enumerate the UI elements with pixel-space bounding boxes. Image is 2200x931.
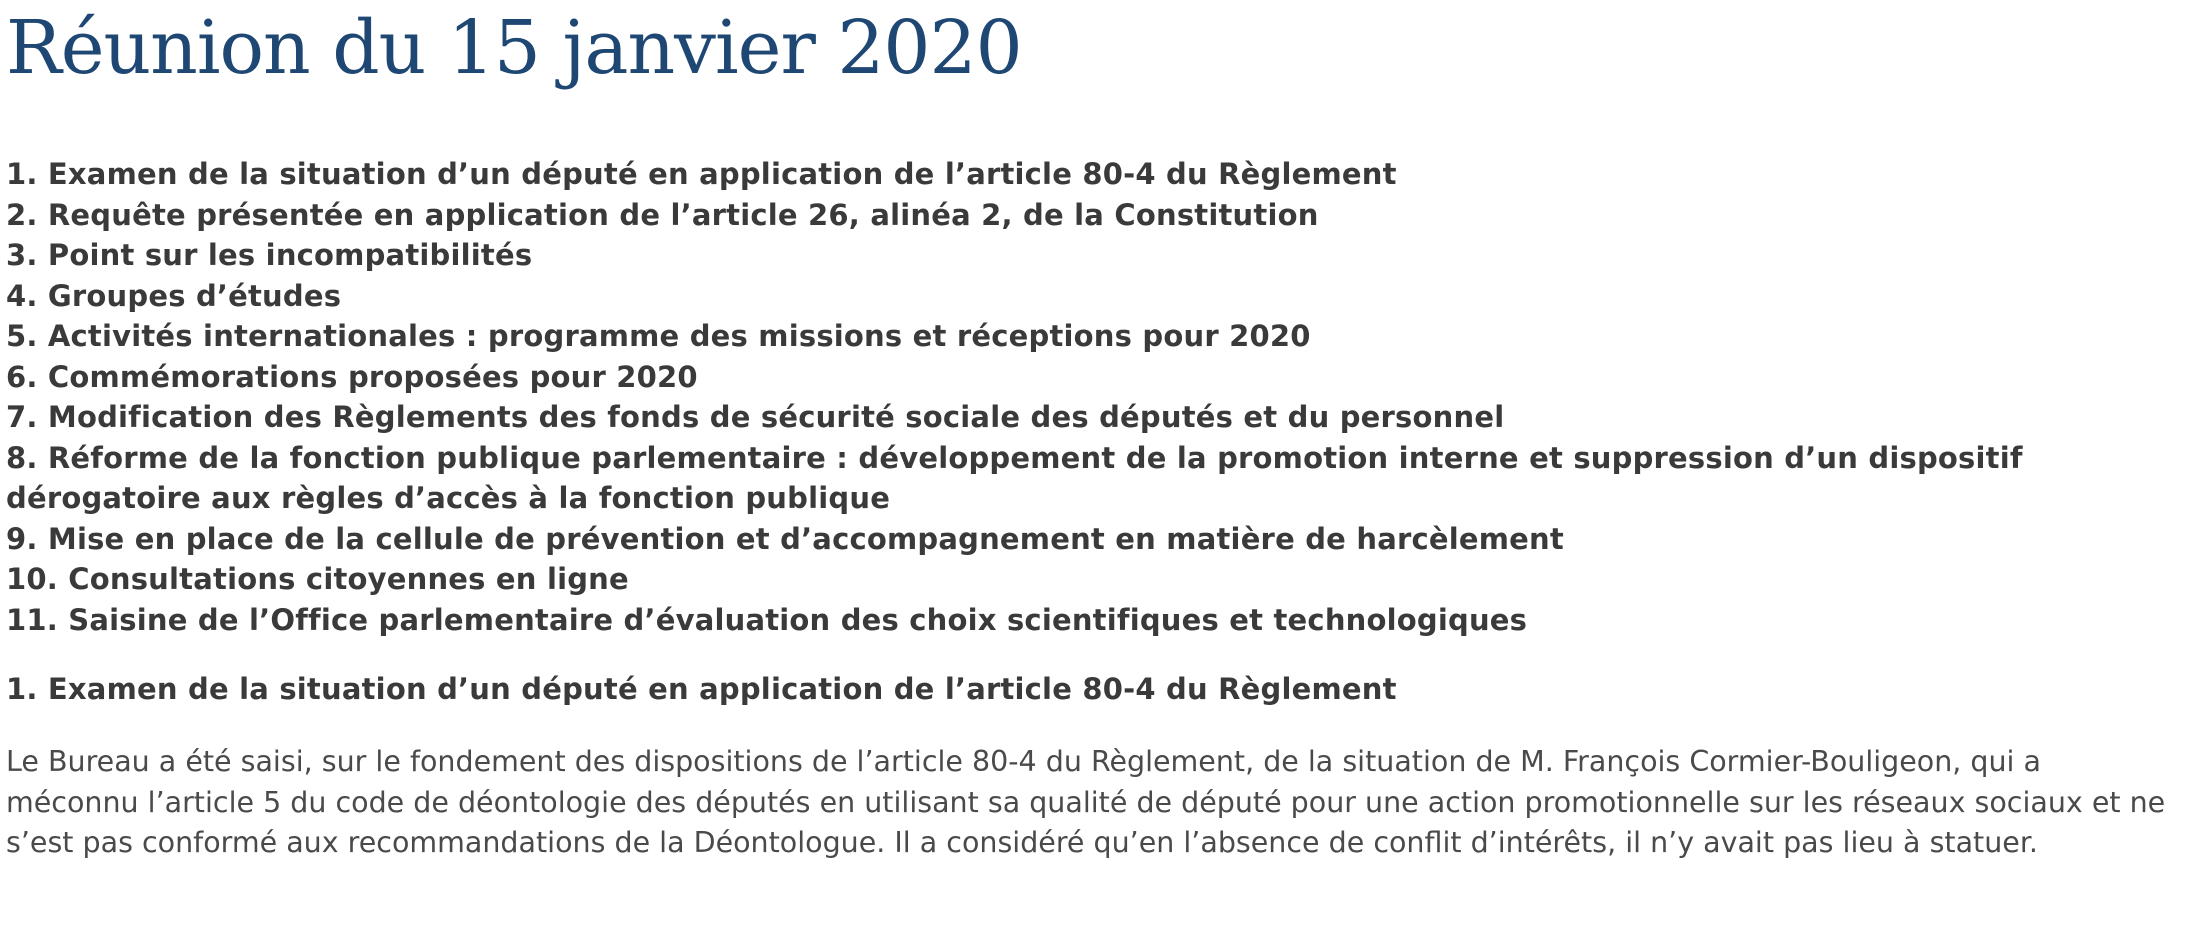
section-body-paragraph: Le Bureau a été saisi, sur le fondement des dispositions de l’article 80-4 du Règlement, de la situation de M. François Cormier-Bouligeon, qui a méconnu l’article 5 du code de déontologie des députés en utilisant sa qualité de député pour une action promotionnelle sur les réseaux sociaux et ne s’est pas conformé aux recommandations de la Déontologue. Il a considéré qu’en l’absence de conflit d’intérêts, il n’y avait pas lieu à statuer.: [6, 745, 2166, 859]
agenda-list: [6, 154, 2186, 640]
agenda-item-9: 9. Mise en place de la cellule de prévention et d’accompagnement en matière de harcèlement: [6, 521, 1564, 556]
agenda-item-2: 2. Requête présentée en application de l’article 26, alinéa 2, de la Constitution: [6, 197, 1319, 232]
agenda-item-1: 1. Examen de la situation d’un député en application de l’article 80-4 du Règlement: [6, 157, 1397, 191]
document-page: [6, 0, 2186, 864]
agenda-item-4: 4. Groupes d’études: [6, 278, 342, 313]
agenda-item-8: 8. Réforme de la fonction publique parlementaire : développement de la promotion interne et suppression d’un dispositif dérogatoire aux règles d’accès à la fonction publique: [6, 440, 2023, 515]
page-title: Réunion du 15 janvier 2020: [6, 5, 1022, 91]
section-heading: 1. Examen de la situation d’un député en application de l’article 80-4 du Règlement: [6, 672, 1397, 706]
agenda-item-5: 5. Activités internationales : programme des missions et réceptions pour 2020: [6, 319, 1311, 353]
agenda-item-11: 11. Saisine de l’Office parlementaire d’évaluation des choix scientifiques et technologiques: [6, 602, 1528, 637]
agenda-item-7: 7. Modification des Règlements des fonds de sécurité sociale des députés et du personnel: [6, 400, 1505, 434]
agenda-item-3: 3. Point sur les incompatibilités: [6, 238, 533, 272]
agenda-item-10: 10. Consultations citoyennes en ligne: [6, 562, 629, 596]
agenda-item-6: 6. Commémorations proposées pour 2020: [6, 359, 698, 394]
